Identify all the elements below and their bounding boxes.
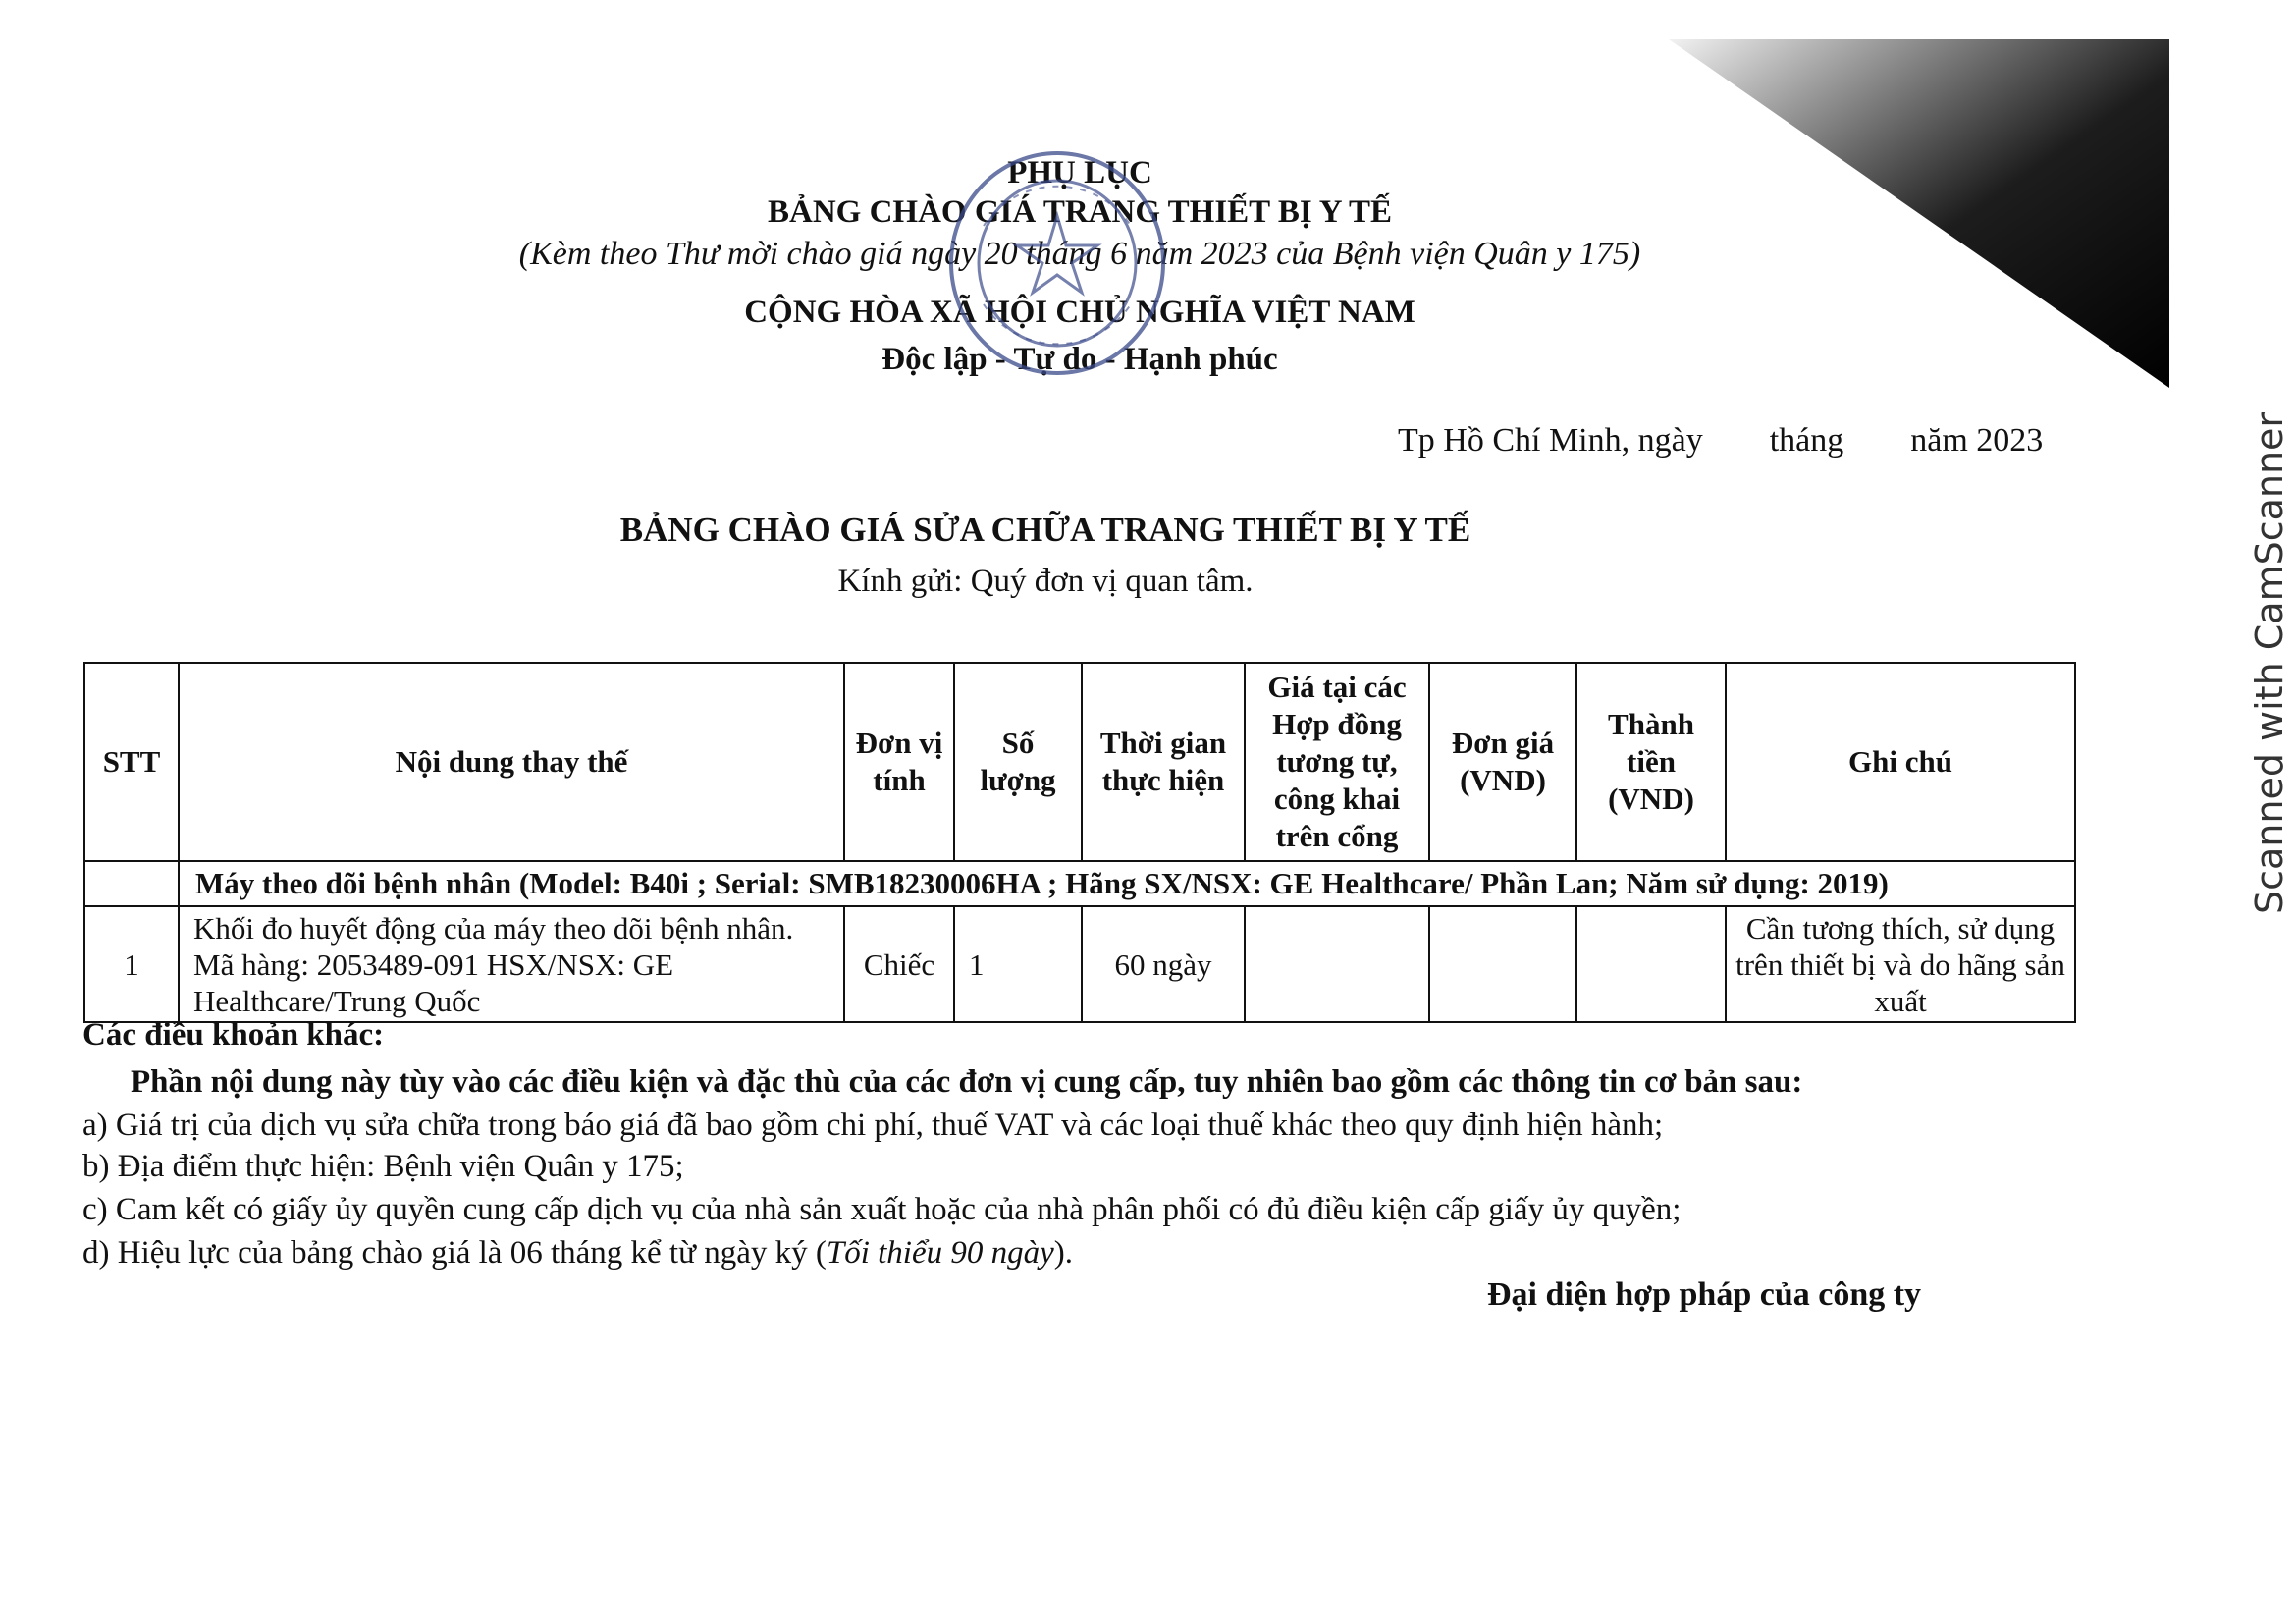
cell-content: Khối đo huyết động của máy theo dõi bệnh nhân. Mã hàng: 2053489-091 HSX/NSX: GE Healthcare/Trung Quốc — [179, 906, 844, 1022]
cell-total — [1576, 906, 1726, 1022]
terms-intro: Phần nội dung này tùy vào các điều kiện và đặc thù của các đơn vị cung cấp, tuy nhiên bao gồm các thông tin cơ bản sau: — [131, 1064, 1803, 1100]
cell-duration: 60 ngày — [1082, 906, 1245, 1022]
signature-label: Đại diện hợp pháp của công ty — [1487, 1276, 1922, 1313]
document-title: BẢNG CHÀO GIÁ SỬA CHỮA TRANG THIẾT BỊ Y TẾ — [619, 511, 1471, 549]
header-unit: Đơn vị tính — [844, 663, 954, 861]
table-row — [84, 906, 2075, 1022]
cell-stt: 1 — [84, 906, 179, 1022]
national-motto: Độc lập - Tự do - Hạnh phúc — [881, 342, 1278, 377]
term-c: c) Cam kết có giấy ủy quyền cung cấp dịch vụ của nhà sản xuất hoặc của nhà phân phối có đủ điều kiện cấp giấy ủy quyền; — [82, 1192, 1682, 1227]
group-title: Máy theo dõi bệnh nhân (Model: B40i ; Serial: SMB18230006HA ; Hãng SX/NSX: GE Healthcare/ Phần Lan; Năm sử dụng: 2019) — [179, 861, 2075, 906]
quote-table — [83, 662, 2076, 1023]
header-title: BẢNG CHÀO GIÁ TRANG THIẾT BỊ Y TẾ — [767, 194, 1393, 230]
date-city: Tp Hồ Chí Minh, ngày — [1398, 422, 1703, 459]
header-similar-price: Giá tại các Hợp đồng tương tự, công khai trên cổng — [1245, 663, 1429, 861]
term-a: a) Giá trị của dịch vụ sửa chữa trong báo giá đã bao gồm chi phí, thuế VAT và các loại thuế khác theo quy định hiện hành; — [82, 1108, 1664, 1143]
cell-similar-price — [1245, 906, 1429, 1022]
header-unit-price: Đơn giá (VND) — [1429, 663, 1576, 861]
group-row — [84, 861, 2075, 906]
cell-quantity: 1 — [954, 906, 1082, 1022]
cell-unit-price — [1429, 906, 1576, 1022]
date-year: năm 2023 — [1910, 422, 2044, 459]
header-content: Nội dung thay thế — [179, 663, 844, 861]
term-d — [82, 1233, 1073, 1272]
term-b: b) Địa điểm thực hiện: Bệnh viện Quân y 175; — [82, 1149, 684, 1184]
scanner-watermark: Scanned with CamScanner — [2248, 411, 2291, 914]
greeting: Kính gửi: Quý đơn vị quan tâm. — [837, 564, 1254, 599]
cell-unit: Chiếc — [844, 906, 954, 1022]
table-header-row — [84, 663, 2075, 861]
group-stt-cell — [84, 861, 179, 906]
header-subtitle: (Kèm theo Thư mời chào giá ngày 20 tháng 6 năm 2023 của Bệnh viện Quân y 175) — [518, 236, 1641, 272]
nation-name: CỘNG HÒA XÃ HỘI CHỦ NGHĨA VIỆT NAM — [744, 295, 1415, 330]
term-d-prefix: d) Hiệu lực của bảng chào giá là 06 tháng kể từ ngày ký ( — [82, 1235, 827, 1271]
cell-note: Cần tương thích, sử dụng trên thiết bị và do hãng sản xuất — [1726, 906, 2075, 1022]
round-seal-icon — [944, 147, 1170, 379]
header-stt: STT — [84, 663, 179, 861]
term-d-suffix: ). — [1053, 1235, 1074, 1271]
date-month: tháng — [1769, 422, 1844, 459]
appendix-label: PHỤ LỤC — [1007, 155, 1152, 190]
terms-title: Các điều khoản khác: — [82, 1017, 385, 1053]
header-total: Thành tiền (VND) — [1576, 663, 1726, 861]
term-d-italic: Tối thiểu 90 ngày — [826, 1235, 1054, 1271]
header-quantity: Số lượng — [954, 663, 1082, 861]
header-duration: Thời gian thực hiện — [1082, 663, 1245, 861]
scan-shadow-corner — [1669, 39, 2179, 393]
date-line — [1398, 422, 2043, 460]
header-note: Ghi chú — [1726, 663, 2075, 861]
